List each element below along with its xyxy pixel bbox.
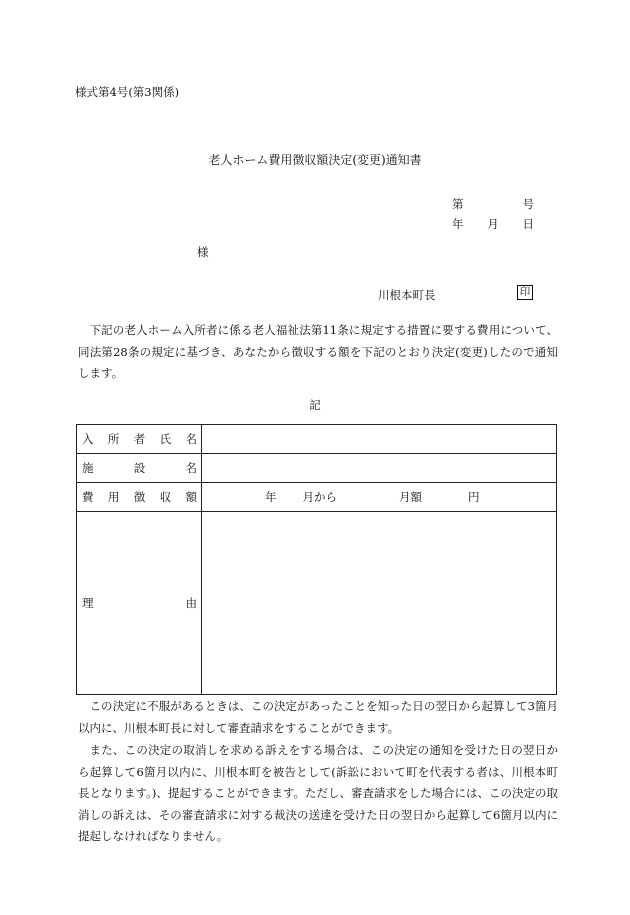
- fee-value[interactable]: [202, 483, 557, 512]
- notice-review-request: この決定に不服があるときは、この決定があったことを知った日の翌日から起算して3箇月以内に、川根本町長に対して審査請求をすることができます。: [78, 699, 558, 735]
- reason-label: 理 由: [77, 512, 202, 695]
- date-line: [452, 216, 534, 232]
- seal-mark: 印: [517, 285, 533, 300]
- number-prefix: 第: [452, 197, 464, 211]
- resident-name-row: [77, 425, 557, 454]
- date-month: 月: [487, 217, 499, 231]
- date-year: 年: [452, 217, 464, 231]
- resident-name-label: 入 所 者 氏 名: [77, 425, 202, 454]
- facility-label: 施 設 名: [77, 454, 202, 483]
- fee-label: 費 用 徴 収 額: [77, 483, 202, 512]
- number-suffix: 号: [522, 197, 534, 211]
- fee-year: 年: [265, 490, 277, 504]
- body-paragraph: 下記の老人ホーム入所者に係る老人福祉法第11条に規定する措置に要する費用について、同法第28条の規定に基づき、あなたから徴収する額を下記のとおり決定(変更)したので通知します。: [78, 323, 558, 380]
- ki-heading: 記: [309, 398, 321, 412]
- fee-yen: 円: [468, 490, 480, 504]
- resident-name-value[interactable]: [202, 425, 557, 454]
- facility-row: [77, 454, 557, 483]
- facility-value[interactable]: [202, 454, 557, 483]
- document-number-line: [452, 196, 534, 212]
- fee-row: [77, 483, 557, 512]
- recipient-suffix: 様: [197, 245, 209, 259]
- detail-table: [76, 424, 557, 695]
- fee-month-from: 月から: [302, 490, 337, 504]
- document-title: 老人ホーム費用徴収額決定(変更)通知書: [208, 153, 422, 167]
- reason-row: [77, 512, 557, 695]
- form-number: 様式第4号(第3関係): [75, 85, 180, 99]
- reason-value[interactable]: [202, 512, 557, 695]
- notice-lawsuit: また、この決定の取消しを求める訴えをする場合は、この決定の通知を受けた日の翌日から起算して6箇月以内に、川根本町を被告として(訴訟において町を代表する者は、川根本町長となります。)、提起することができます。ただし、審査請求をした場合には、この決定の取消しの訴えは、その審査請求に対する裁決の送達を受けた日の翌日から起算して6箇月以内に提起しなければなりません。: [78, 743, 558, 843]
- issuer-name: 川根本町長: [378, 288, 436, 302]
- date-day: 日: [522, 217, 534, 231]
- fee-monthly: 月額: [399, 490, 422, 504]
